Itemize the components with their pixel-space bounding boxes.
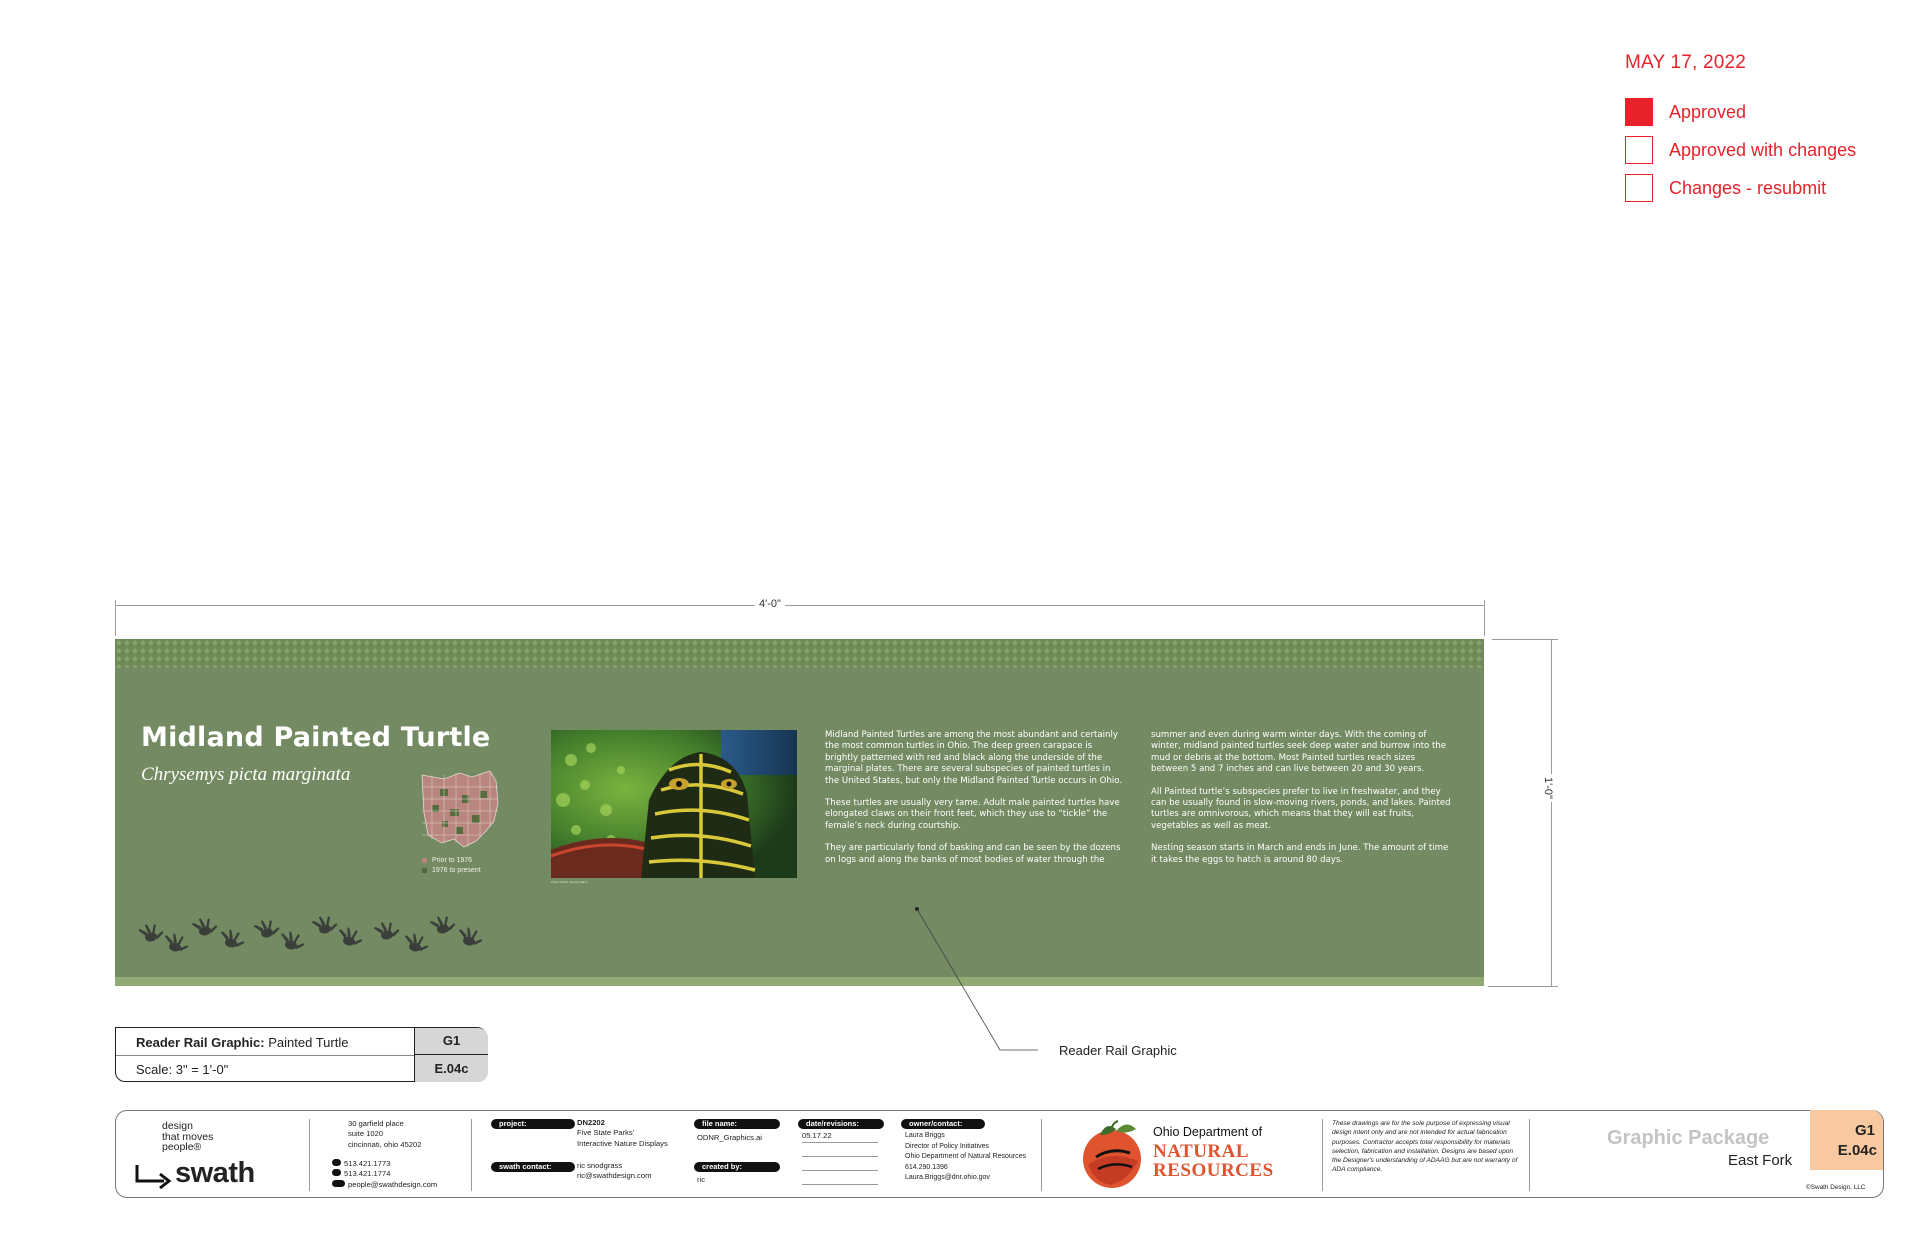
owner-contact-label: owner/contact:: [901, 1119, 985, 1129]
project-label: project:: [491, 1119, 575, 1129]
height-dimension-tick-top: [1492, 639, 1558, 640]
body-column-2: [1151, 730, 1451, 877]
width-dimension-tick-right: [1484, 600, 1485, 636]
copyright: ©Swath Design, LLC: [1806, 1184, 1866, 1191]
disclaimer: These drawings are for the sole purpose of expressing visual design intent only and are not intended for actual fabrication purposes. Contractor accepts total responsibility for materials selection, fabrication and installation. Designs are based upon the Designer's understanding of ADAAG but are not warranty of ADA compliance.: [1332, 1120, 1518, 1174]
odnr-line1: Ohio Department of: [1153, 1125, 1263, 1139]
callout-leader-line: [900, 890, 1040, 1060]
package-code-g1: G1: [1854, 1122, 1875, 1139]
approved-with-changes-checkbox[interactable]: [1625, 136, 1653, 164]
odnr-line2: NATURAL: [1153, 1141, 1250, 1162]
approval-option-with-changes[interactable]: [1625, 135, 1856, 165]
email-line[interactable]: people@swathdesign.com: [332, 1180, 437, 1190]
panel-title: Midland Painted Turtle: [141, 722, 491, 753]
sheet-code-g1: G1: [414, 1028, 488, 1055]
odnr-logo-icon: [1080, 1119, 1148, 1191]
approval-box: [1625, 52, 1905, 212]
callout-label: Reader Rail Graphic: [1059, 1043, 1177, 1058]
body-paragraph: Nesting season starts in March and ends in June. The amount of time it takes the eggs to hatch is around 80 days.: [1151, 843, 1449, 865]
panel-pattern-band: [115, 639, 1484, 668]
map-legend-present: 1976 to present: [422, 867, 481, 874]
ohio-range-map: [420, 769, 500, 849]
package-title: Graphic Package: [1607, 1127, 1770, 1149]
panel-scientific-name: Chrysemys picta marginata: [141, 764, 351, 785]
date-revisions-label: date/revisions:: [798, 1119, 884, 1129]
swath-address: 30 garfield place suite 1020 cincinnati, ohio 45202: [348, 1119, 422, 1149]
changes-resubmit-checkbox[interactable]: [1625, 174, 1653, 202]
swath-tagline: design that moves people®: [162, 1120, 214, 1153]
turtle-tracks-graphic: [139, 913, 519, 963]
height-dimension-tick-bottom: [1488, 986, 1558, 987]
phone-line: 513.421.1773: [332, 1159, 437, 1169]
sheet-footer: [115, 1110, 1884, 1198]
project-info: DN2202 Five State Parks' Interactive Nature Displays: [577, 1118, 668, 1148]
approved-label: Approved: [1669, 101, 1747, 122]
photo-credit: Photo Credit: Source Name: [551, 880, 588, 884]
swath-contact: ric snodgrass ric@swathdesign.com: [577, 1161, 652, 1181]
sheet-code-e04c: E.04c: [414, 1055, 488, 1082]
approval-option-approved[interactable]: [1625, 97, 1746, 127]
package-code-e04c: E.04c: [1837, 1142, 1877, 1159]
fax-line: 513.421.1774: [332, 1169, 437, 1179]
odnr-line3: RESOURCES: [1153, 1160, 1274, 1181]
file-name-label: file name:: [694, 1119, 780, 1129]
body-paragraph: All Painted turtle’s subspecies prefer to live in freshwater, and they can be usually found in slow-moving rivers, ponds, and lakes. Painted turtles are omnivorous, which means that they will eat fruits, vegetables as well as meat.: [1151, 786, 1451, 831]
panel-bottom-band: [115, 977, 1484, 986]
approved-checkbox[interactable]: [1625, 98, 1653, 126]
package-code-tag: [1810, 1110, 1883, 1170]
changes-resubmit-label: Changes - resubmit: [1669, 177, 1827, 198]
reader-rail-panel: [115, 639, 1484, 986]
approval-option-resubmit[interactable]: [1625, 173, 1826, 203]
width-dimension-label: 4'-0": [755, 598, 785, 610]
approval-date: MAY 17, 2022: [1625, 52, 1747, 73]
turtle-photo: [551, 730, 797, 878]
revision-date: 05.17.22: [802, 1131, 832, 1140]
owner-contact: Laura Briggs Director of Policy Initiatives Ohio Department of Natural Resources 614.290.1396 Laura.Briggs@dnr.ohio.gov: [905, 1132, 1026, 1182]
drawing-title-block: [115, 1027, 487, 1082]
width-dimension-tick-left: [115, 600, 116, 636]
swath-arrow-icon: [134, 1163, 172, 1189]
swath-contact-label: swath contact:: [491, 1162, 575, 1172]
swath-logo: swath: [175, 1157, 255, 1189]
file-name: ODNR_Graphics.ai: [697, 1133, 762, 1142]
map-legend-prior: Prior to 1976: [422, 857, 472, 864]
drawing-title: Reader Rail Graphic: Painted Turtle: [136, 1035, 349, 1050]
body-paragraph: These turtles are usually very tame. Adult male painted turtles have elongated claws on their front feet, which they use to “tickle” the female’s neck during courtship.: [825, 798, 1120, 831]
body-paragraph: summer and even during warm winter days. With the coming of winter, midland painted turtles seek deep water and burrow into the mud or debris at the bottom. Most Painted turtles reach sizes between 5 and 7 inches and can live between 20 and 30 years.: [1151, 730, 1447, 775]
created-by: ric: [697, 1175, 706, 1184]
body-paragraph: They are particularly fond of basking and can be seen by the dozens on logs and along the banks of most bodies of water through the: [825, 843, 1121, 865]
swath-contact-info: [332, 1159, 437, 1190]
drawing-scale: Scale: 3" = 1'-0": [136, 1062, 229, 1077]
height-dimension-line: [1551, 639, 1552, 986]
body-column-1: [825, 730, 1125, 877]
package-subtitle: East Fork: [1728, 1152, 1793, 1169]
body-paragraph: Midland Painted Turtles are among the most abundant and certainly the most common turtles in Ohio. The deep green carapace is brightly patterned with red and black along the underside of the marginal plates. There are several subspecies of painted turtles in the United States, but only the Midland Painted Turtle occurs in Ohio.: [825, 730, 1123, 786]
approved-with-changes-label: Approved with changes: [1669, 139, 1857, 160]
width-dimension-line: [115, 605, 1484, 606]
height-dimension-label: 1'-0": [1542, 774, 1554, 802]
created-by-label: created by:: [694, 1162, 780, 1172]
